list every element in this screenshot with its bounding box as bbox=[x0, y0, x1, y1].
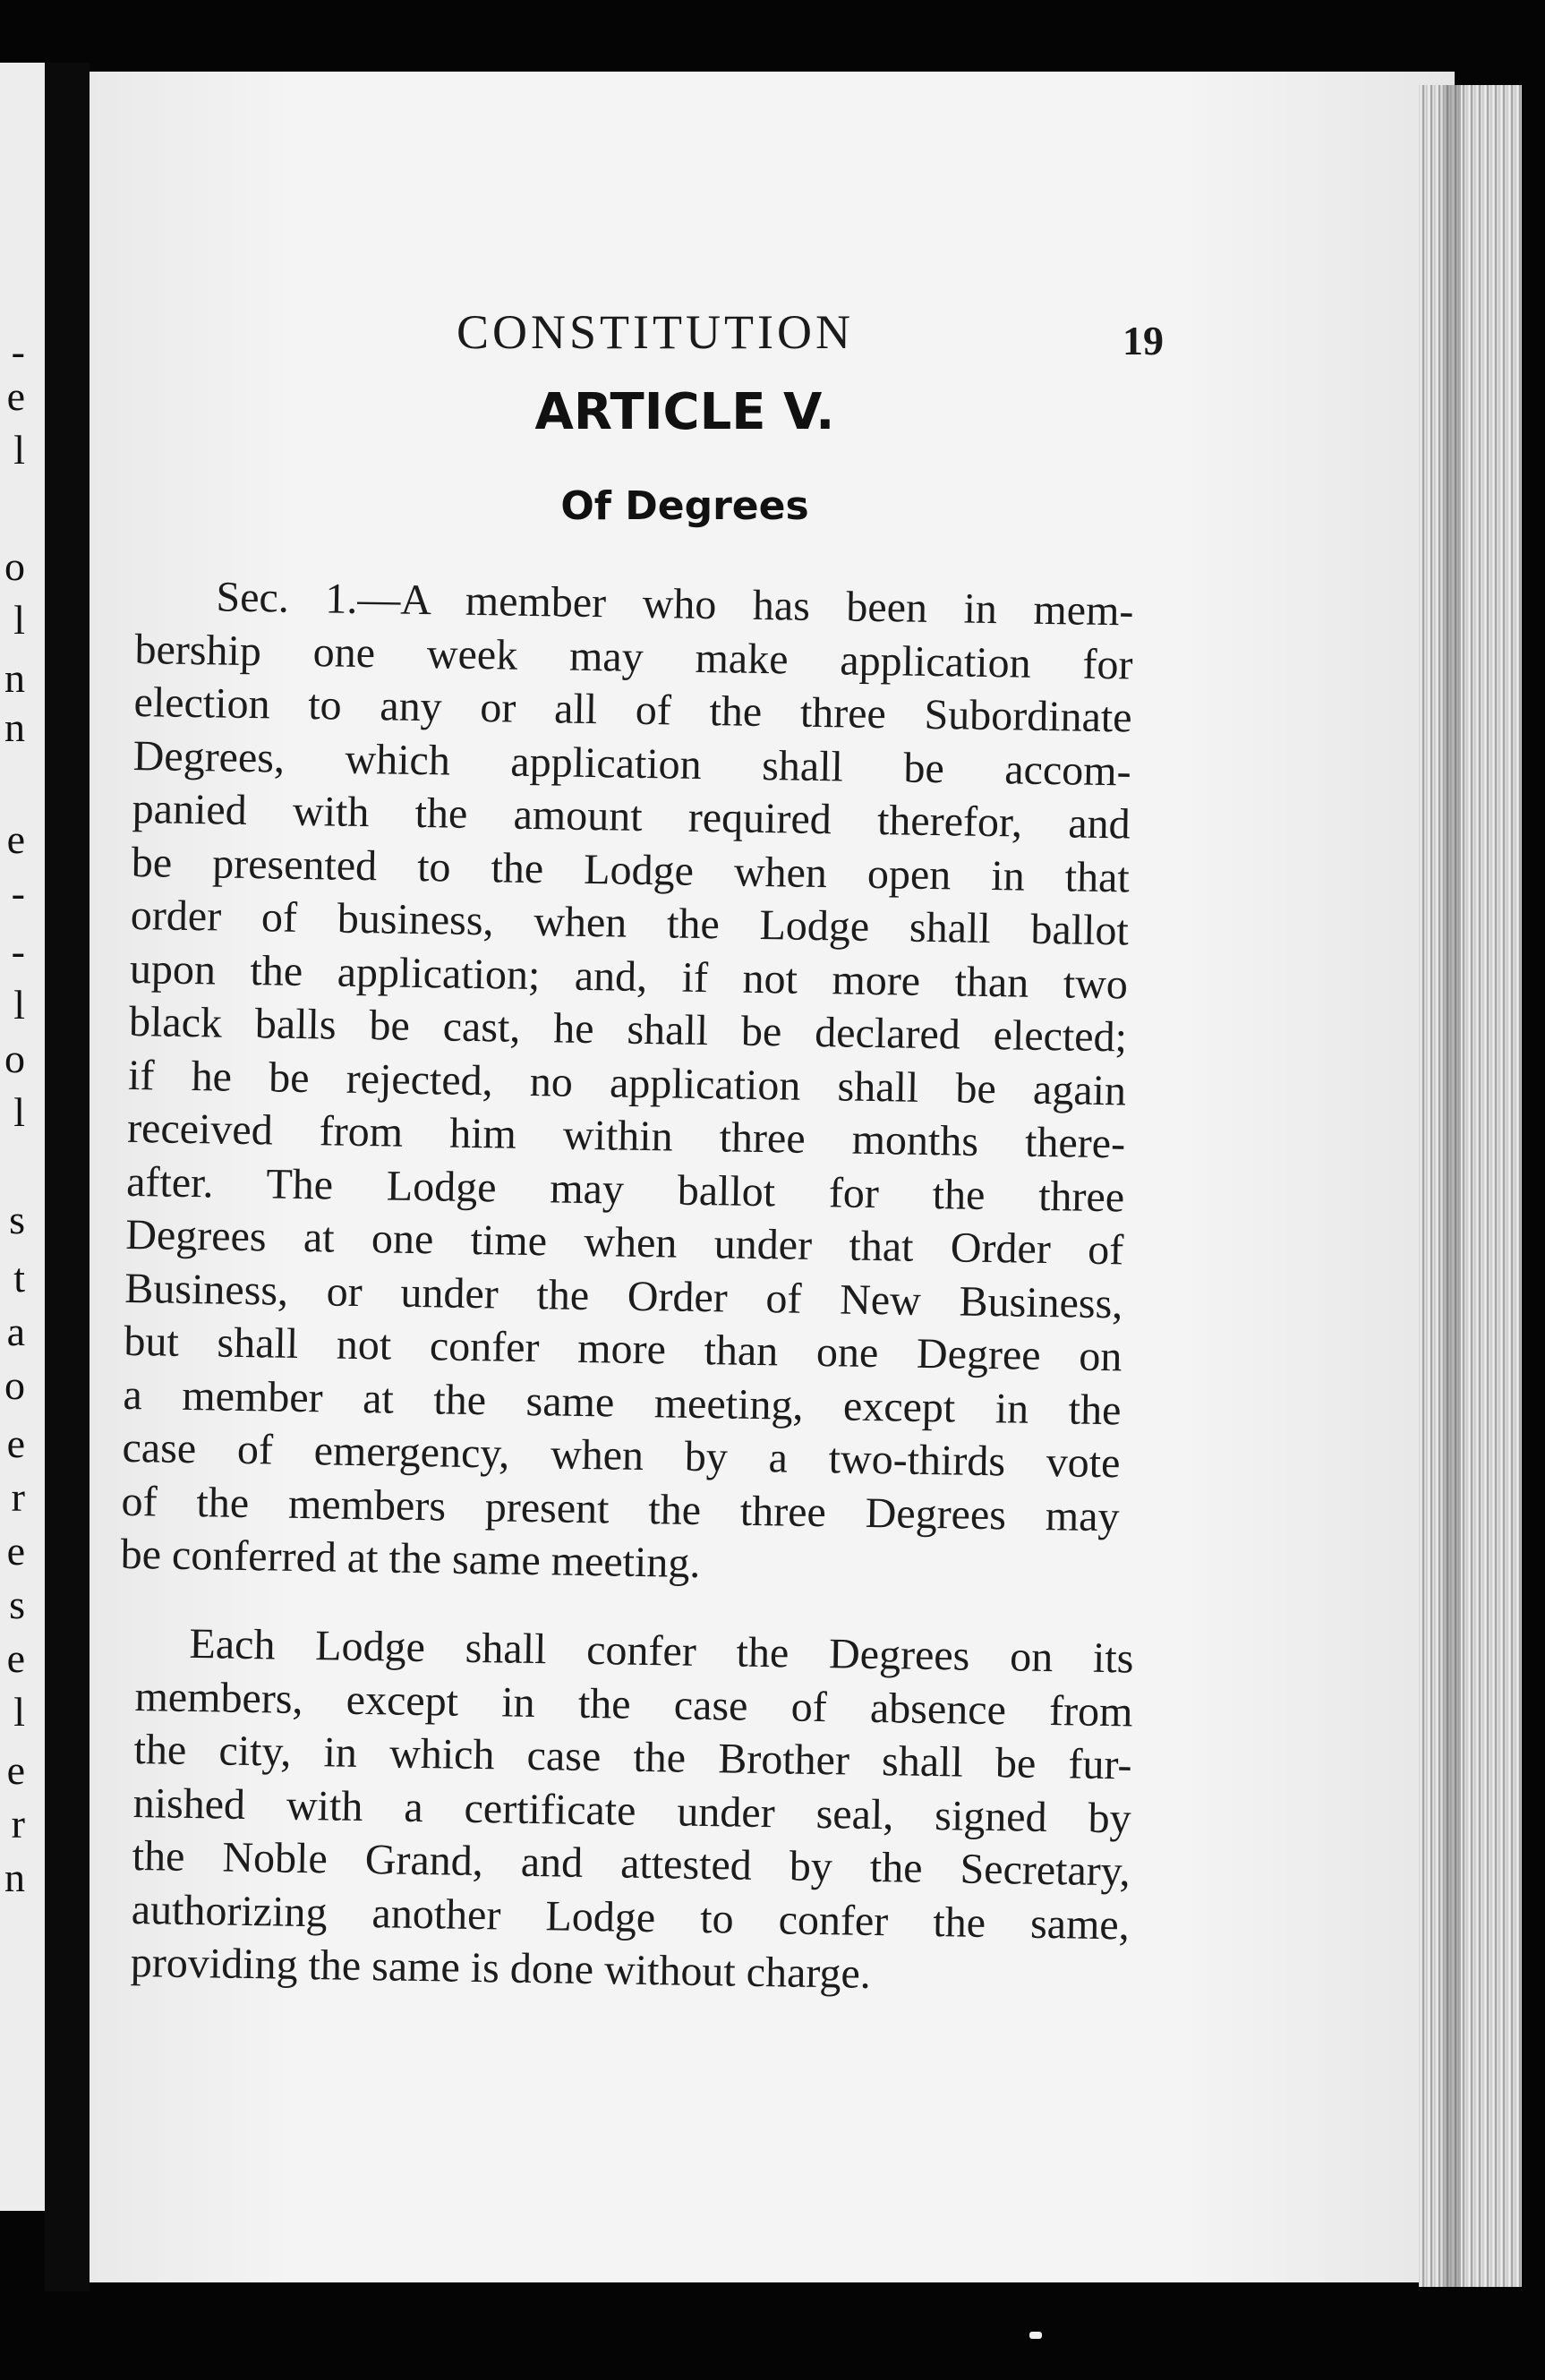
facing-page-letter: l bbox=[13, 1689, 25, 1735]
text-line: but shall not confer more than one Degree on bbox=[124, 1317, 1122, 1381]
facing-page-letter: l bbox=[13, 1089, 25, 1135]
page-stack-shadow bbox=[1443, 85, 1461, 2287]
text-line: panied with the amount required therefor, and bbox=[132, 784, 1131, 849]
text-line: be conferred at the same meeting. bbox=[120, 1530, 701, 1588]
paragraph-section-1 bbox=[120, 569, 1134, 1597]
facing-page-letter: n bbox=[4, 704, 25, 750]
book-gutter bbox=[45, 63, 90, 2291]
facing-page-letter: e bbox=[6, 816, 25, 862]
text-line: election to any or all of the three Subordinate bbox=[133, 678, 1132, 742]
running-head: CONSTITUTION bbox=[457, 305, 854, 359]
facing-page-letter: o bbox=[4, 1362, 25, 1408]
text-line: black balls be cast, he shall be declared elected; bbox=[128, 997, 1128, 1062]
facing-page-letter: n bbox=[4, 655, 25, 701]
text-line: if he be rejected, no application shall be again bbox=[127, 1051, 1127, 1114]
facing-page-letter: n bbox=[4, 1855, 25, 1900]
facing-page-letter: t bbox=[13, 1255, 25, 1301]
article-title: ARTICLE V. bbox=[534, 383, 835, 441]
text-line: the city, in which case the Brother shall be fur- bbox=[133, 1725, 1132, 1789]
facing-page-letter: o bbox=[4, 1036, 25, 1081]
text-line: members, except in the case of absence from bbox=[134, 1672, 1133, 1736]
facing-page-letter: r bbox=[11, 1474, 25, 1520]
facing-page-letter: e bbox=[6, 1528, 25, 1574]
facing-page-letter: e bbox=[6, 1635, 25, 1681]
text-line: bership one week may make application for bbox=[134, 625, 1133, 688]
text-line: Sec. 1.—A member who has been in mem- bbox=[216, 573, 1134, 636]
text-line: Business, or under the Order of New Business, bbox=[124, 1264, 1123, 1327]
facing-page-letter: r bbox=[11, 1801, 25, 1847]
text-line: be presented to the Lodge when open in that bbox=[131, 838, 1131, 901]
paragraph-degrees-conferral bbox=[130, 1617, 1133, 2005]
page-number: 19 bbox=[1122, 318, 1164, 363]
text-line: order of business, when the Lodge shall ballot bbox=[130, 891, 1130, 955]
text-line: upon the application; and, if not more than two bbox=[129, 944, 1129, 1008]
text-line: providing the same is done without charge. bbox=[130, 1938, 872, 1998]
text-line: a member at the same meeting, except in the bbox=[123, 1370, 1122, 1434]
facing-page-letter: l bbox=[13, 982, 25, 1028]
text-line: the Noble Grand, and attested by the Secretary, bbox=[132, 1831, 1131, 1896]
text-line: case of emergency, when by a two-thirds vote bbox=[122, 1423, 1121, 1488]
facing-page-letter: - bbox=[11, 928, 25, 974]
page-header bbox=[430, 304, 1164, 367]
facing-page-letter: e bbox=[6, 373, 25, 419]
facing-page-letter: o bbox=[4, 543, 25, 589]
facing-page-letter: s bbox=[9, 1582, 25, 1627]
text-line: received from him within three months there- bbox=[126, 1104, 1126, 1168]
paper-speck bbox=[1029, 2332, 1042, 2339]
facing-page-letter: l bbox=[13, 597, 25, 643]
article-heading: Of Degrees bbox=[560, 483, 809, 529]
text-line: Each Lodge shall confer the Degrees on its bbox=[189, 1619, 1134, 1683]
text-line: Degrees, which application shall be accom- bbox=[132, 731, 1132, 795]
text-line: authorizing another Lodge to confer the same, bbox=[131, 1885, 1131, 1949]
text-line: Degrees at one time when under that Order of bbox=[124, 1210, 1124, 1275]
facing-page-letter: a bbox=[6, 1309, 25, 1354]
facing-page-letters bbox=[0, 63, 27, 2211]
facing-page-letter: e bbox=[6, 1420, 25, 1466]
facing-page-letter: - bbox=[11, 870, 25, 916]
facing-page-edge bbox=[0, 63, 45, 2211]
text-line: nished with a certificate under seal, signed by bbox=[132, 1779, 1132, 1842]
facing-page-letter: - bbox=[11, 328, 25, 374]
text-line: of the members present the three Degrees may bbox=[121, 1477, 1120, 1540]
page-stack-edge bbox=[1419, 85, 1522, 2287]
facing-page-letter: e bbox=[6, 1747, 25, 1793]
facing-page-letter: l bbox=[13, 427, 25, 473]
facing-page-letter: s bbox=[9, 1197, 25, 1242]
text-line: after. The Lodge may ballot for the three bbox=[125, 1157, 1125, 1221]
